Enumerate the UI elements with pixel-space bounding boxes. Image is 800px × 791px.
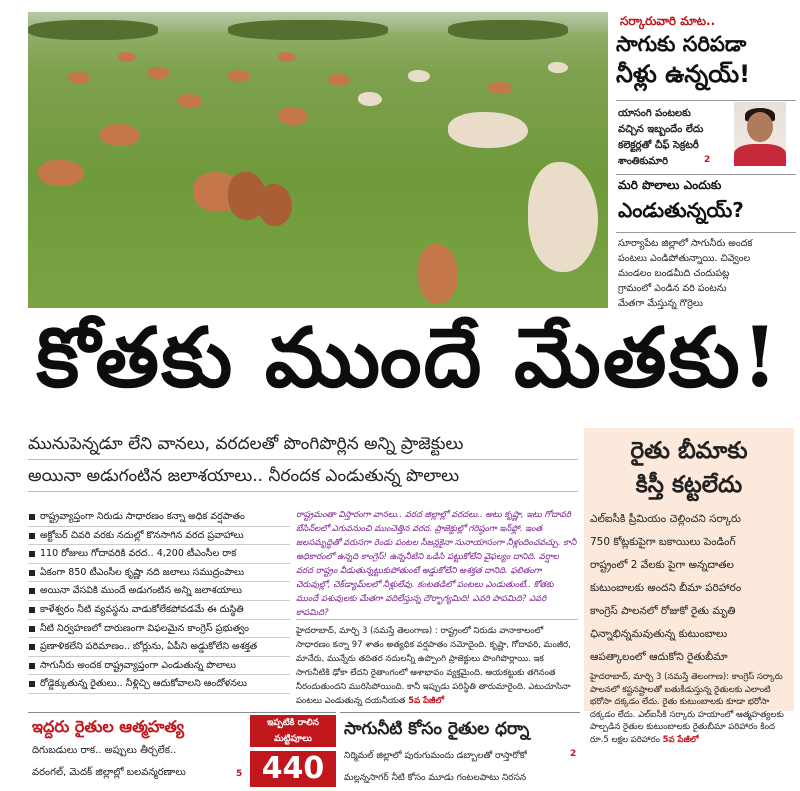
badge-label-1: ఇప్పటికి రాలిన bbox=[250, 715, 336, 731]
bullet-item: అయినా వేసవికి ముందే అడుగంటిన అన్ని జలాశయాలు bbox=[28, 582, 290, 601]
teaser-kicker: సర్కారువారి మాట.. bbox=[620, 14, 716, 28]
teaser-sub-1: యాసంగి పంటలకు bbox=[618, 108, 691, 119]
sidebar-line: ఆపత్కాలంలో ఆదుకోని రైతుబీమా bbox=[590, 651, 728, 663]
bullet-item: సాగునీరు అందక రాష్ట్రవ్యాప్తంగా ఎండుతున్న పొలాలు bbox=[28, 657, 290, 676]
bullet-item: రోడ్డెక్కుతున్న రైతులు.. నీళ్లిచ్చి ఆదుకోవాలని ఆందోళనలు bbox=[28, 675, 290, 694]
subhead-line-2: అయినా అడుగంటిన జలాశయాలు.. నీరందక ఎండుతున్న పొలాలు bbox=[28, 460, 578, 492]
sidebar-body: హైదరాబాద్, మార్చి 3 (నమస్తే తెలంగాణ): కాంగ్రెస్ సర్కారు పాలనలో కష్టనష్టాలతో బతుకీడుస్తున్న రైతులకు ఎలాంటి భరోసా దక్కడం లేదు. రైతు కుటుంబాలకు కూడా భరోసా దక్కడం లేదు. ఎల్ఐసీకి సర్కారు హయాంలో ఆత్మహత్యలకు పాల్పడిన రైతుల కుటుంబాలకు రైతుబీమా పరిహారం కింద రూ.5 లక్షల పరిహారం 5వ పేజీలో bbox=[590, 672, 784, 745]
suicide-line-1: దిగుబడులు రాక.. అప్పులు తీర్చలేక.. bbox=[32, 745, 177, 756]
story-lede: రాష్ట్రమంతా విస్తారంగా వానలు.. వరద జిల్లాల్లో వరదలు.. అటు కృష్ణా, ఇటు గోదావరి బేసిన్‌లలో ఎగువనుంచి ముంచెత్తిన వరద. ప్రాజెక్టుల్లో గరిష్ఠంగా ఇన్‌ఫ్లో. ఇంత జలసమృద్ధితో వరుసగా రెండు పంటల సీజన్లకైనా సునాయాసంగా నీళ్లందించవచ్చు. కానీ అధికారంలో ఉన్నది కాంగ్రెస్! ఉన్ననీటిని ఒడిసి పట్టుకోలేని వైఫల్యం దానిది. వర్షాల వరద రాష్ట్రం వీడుతున్నట్టుకుపోతుంటే అడ్డుకోలేని అశక్తత దానిది. ఫలితంగా చెరువుల్లో, చెక్‌డ్యామ్‌లలో నీళ్లులేవు. కంటతడిలో పంటలు ఎండుతుంటే.. కోతకు ముందే పశువులకు మేతగా వదిలేస్తున్న దౌర్భాగ్యమిది! ఎవరి పాపమిది? ఎవరి కాపమిది? bbox=[296, 510, 577, 618]
suicide-line-2: వరంగల్, మెదక్ జిల్లాల్లో బలవన్మరణాలు bbox=[32, 767, 186, 778]
bullet-item: ప్రణాళికలేని పరిమాణం.. బోర్లును, ఏపీని అడ్డుకోలేని అశక్తత bbox=[28, 638, 290, 657]
bullet-item: నీటి నిర్వహణలో దారుణంగా విఫలమైన కాంగ్రెస్ ప్రభుత్వం bbox=[28, 620, 290, 639]
teaser-headline-2: నీళ్లు ఉన్నయ్! bbox=[616, 60, 751, 88]
subheadline bbox=[28, 428, 578, 492]
question-2: ఎండుతున్నయ్? bbox=[618, 198, 744, 222]
bullet-item: ఏకంగా 850 టీఎంసీల కృష్ణా నది జలాలు సముద్రంపాలు bbox=[28, 564, 290, 583]
bullet-item: కాళేశ్వరం నీటి వ్యవస్థను వాడుకోలేకపోవడమే ఈ దుస్థితి bbox=[28, 601, 290, 620]
story-column bbox=[296, 508, 578, 708]
continue-link[interactable]: 5వ పేజీలో bbox=[408, 696, 444, 706]
teaser-sub-4: శాంతికుమారి bbox=[618, 156, 668, 167]
lead-photo bbox=[28, 12, 608, 308]
page-ref: 5 bbox=[236, 769, 243, 779]
protest-line-2: మల్లన్నసాగర్ నీటి కోసం మూడు గంటలపాటు నిరసన bbox=[344, 773, 527, 783]
sidebar-title-1: రైతు బీమాకు bbox=[630, 438, 748, 464]
teaser-headline-1: సాగుకు సరిపడా bbox=[616, 32, 747, 56]
teaser-sub-3: కలెక్టర్లతో చీఫ్ సెక్రటరీ bbox=[618, 140, 699, 151]
badge-label-2: మట్టిపూలు bbox=[250, 731, 336, 747]
sidebar-line: ఎల్ఐసీకి ప్రీమియం చెల్లించని సర్కారు bbox=[590, 513, 741, 525]
question-1: మరి పొలాలు ఎందుకు bbox=[618, 178, 722, 192]
subhead-line-1: మునుపెన్నడూ లేని వానలు, వరదలతో పొంగిపొర్లిన అన్ని ప్రాజెక్టులు bbox=[28, 428, 578, 460]
teaser-column bbox=[612, 12, 800, 308]
protest-line-1: నిర్మిమల్ జిల్లాలో పురుగుమందు డబ్బాలతో రాస్తారోకో bbox=[344, 751, 527, 761]
continue-link[interactable]: 5వ పేజీలో bbox=[662, 734, 699, 745]
sidebar-line: కుటుంబాలకు అందని బీమా పరిహారం bbox=[590, 582, 742, 594]
protest-title: సాగునీటి కోసం రైతుల ధర్నా bbox=[344, 719, 530, 739]
official-portrait bbox=[734, 102, 786, 166]
bullet-item: అక్టోబర్ చివరి వరకు నదుల్లో కొనసాగిన వరద ప్రవాహాలు bbox=[28, 527, 290, 546]
sidebar-line: కాంగ్రెస్ పాలనలో రోజుకో రైతు మృతి bbox=[590, 605, 736, 617]
main-headline: కోతకు ముందే మేతకు! bbox=[36, 310, 780, 406]
bullet-item: రాష్ట్రవ్యాప్తంగా నిరుడు సాధారణం కన్నా అధిక వర్షపాతం bbox=[28, 508, 290, 527]
bullet-list bbox=[28, 508, 290, 694]
death-toll-badge bbox=[250, 715, 336, 789]
teaser-sub-2: వచ్చిన ఇబ్బందేం లేదు bbox=[618, 124, 704, 135]
insurance-sidebar bbox=[584, 428, 794, 745]
sidebar-line: ఛిన్నాభిన్నమవుతున్న కుటుంబాలు bbox=[590, 628, 728, 640]
sidebar-line: 750 కోట్లకుపైగా బకాయిలు పెండింగ్ bbox=[590, 536, 736, 548]
bullet-item: 110 రోజులు గోదావరికి వరద.. 4,200 టీఎంసీల రాక bbox=[28, 545, 290, 564]
photo-caption: సూర్యాపేట జిల్లాలో సాగునీరు అందక పంటలు ఎండిపోతున్నాయి. చివ్వెంల మండలం బండమీది చందుపట్ల గ్రామంలో ఎండిన వరి పంటను మేతగా మేస్తున్న గొర్రెలు bbox=[618, 238, 753, 309]
story-body: హైదరాబాద్, మార్చి 3 (నమస్తే తెలంగాణ) : రాష్ట్రంలో నిరుడు వానాకాలంలో సాధారణం కన్నా 97 శాతం అత్యధిక వర్షపాతం నమోదైంది. కృష్ణా, గోదావరి, మంజీర, మానేరు, మున్నేరు తదితర నదులన్నీ ఉప్పొంగి ప్రాజెక్టులు పొంగిపొర్లాయి. ఇక సాగునీటికి ఢోకా లేదని రైతాంగంలో ఆశాభావం వ్యక్తమైంది. ఆయకట్టుకు తగినంత నీరందుతుందని మురిసిపోయింది. కానీ ఇప్పుడు పరిస్థితి తారుమారైంది. ఎటుచూసినా పంటలు ఎండుతున్న దయనీయత 5వ పేజీలో bbox=[296, 626, 571, 706]
sidebar-title-2: కిస్తీ కట్టలేదు bbox=[635, 472, 743, 498]
suicide-story bbox=[28, 712, 336, 791]
protest-story bbox=[340, 712, 580, 791]
suicide-title: ఇద్దరు రైతుల ఆత్మహత్య bbox=[32, 717, 185, 736]
page-ref: 2 bbox=[570, 749, 577, 759]
sidebar-line: రాష్ట్రంలో 2 వేలకు పైగా అన్నదాతల bbox=[590, 559, 734, 571]
badge-count: 440 bbox=[250, 751, 336, 787]
page-ref: 2 bbox=[704, 155, 711, 165]
